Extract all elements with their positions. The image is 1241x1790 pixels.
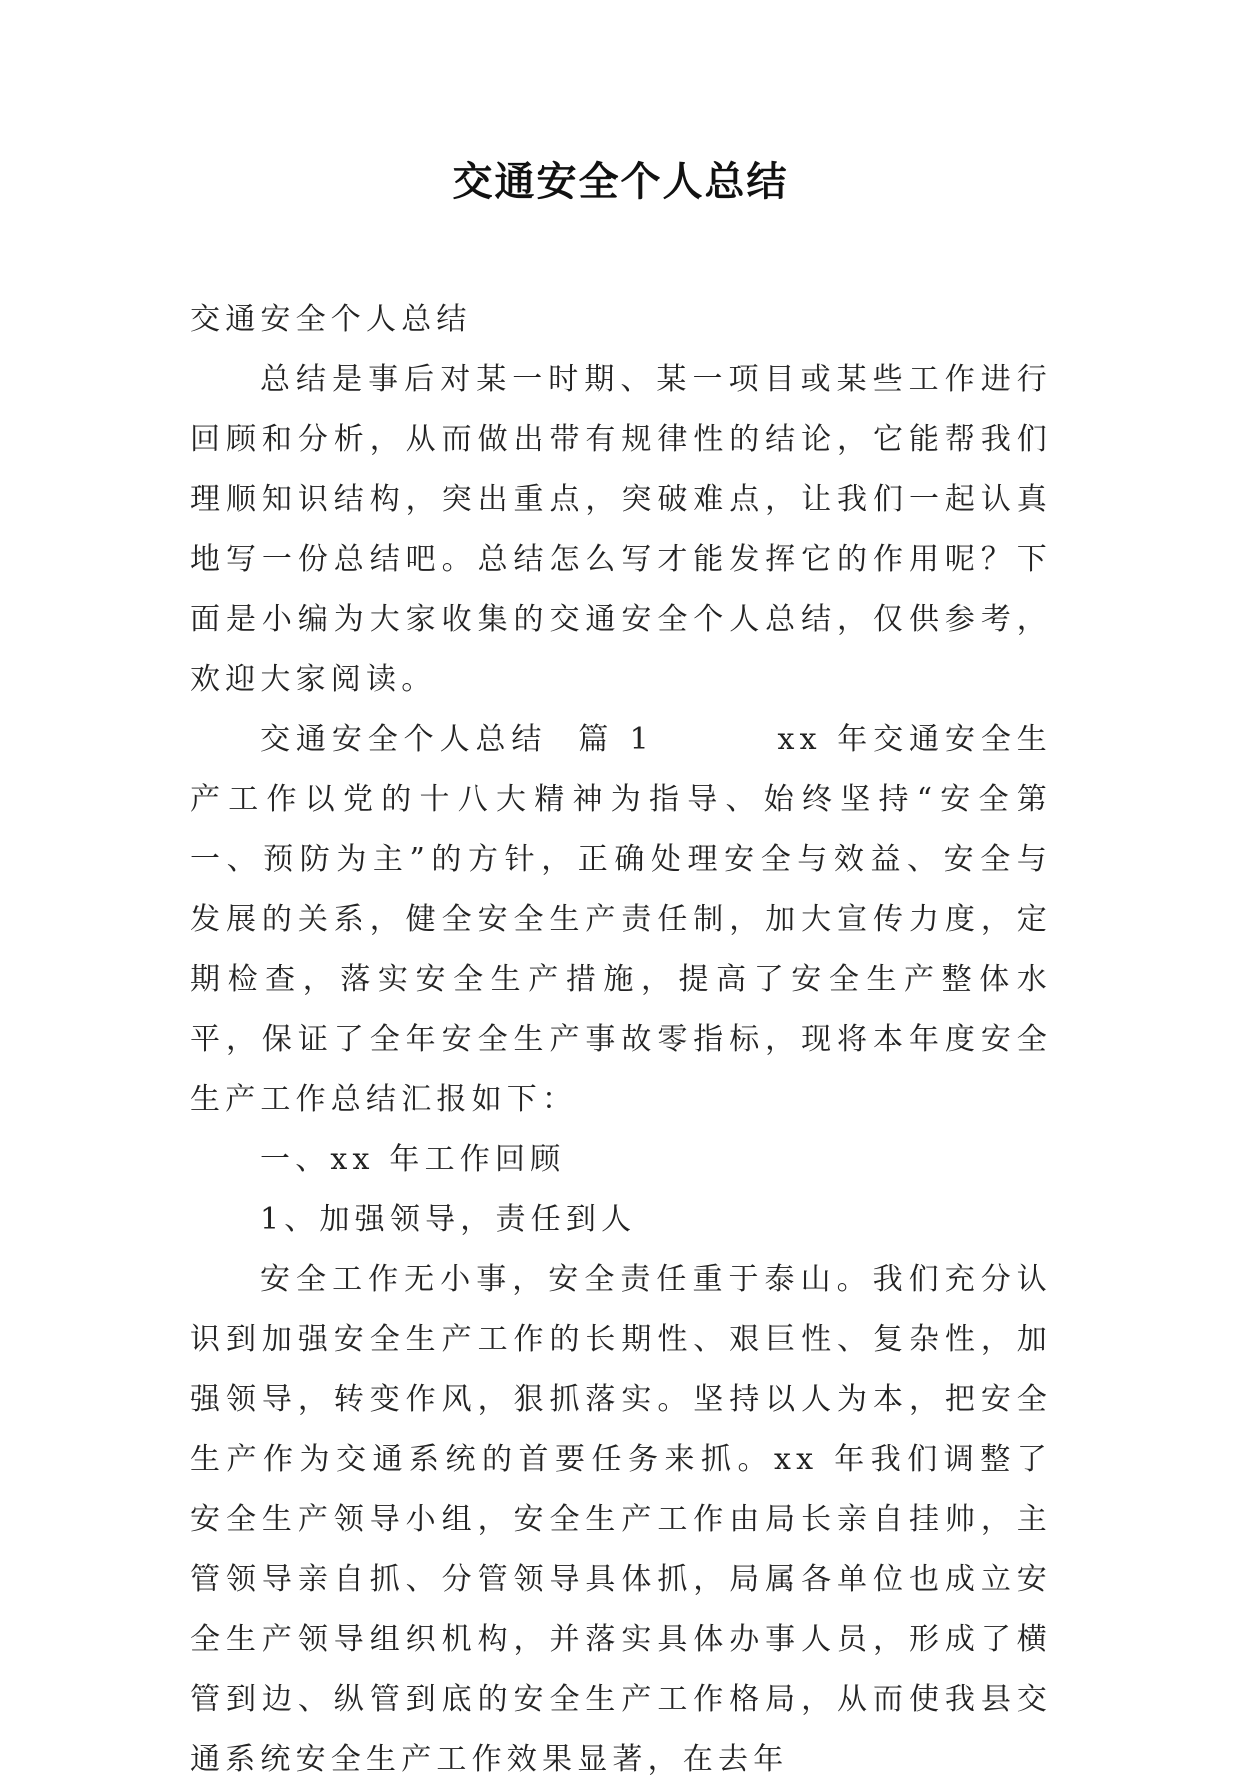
section-heading: 一、xx 年工作回顾 — [260, 1142, 566, 1177]
subsection-heading: 1、加强领导，责任到人 — [260, 1202, 637, 1237]
paragraph-subtitle: 交通安全个人总结 — [190, 302, 472, 337]
document-body — [190, 290, 1052, 1790]
paragraph-intro: 总结是事后对某一时期、某一项目或某些工作进行回顾和分析，从而做出带有规律性的结论，它能帮我们理顺知识结构，突出重点，突破难点，让我们一起认真地写一份总结吧。总结怎么写才能发挥它的作用呢？下面是小编为大家收集的交通安全个人总结，仅供参考，欢迎大家阅读。 — [190, 362, 1052, 697]
paragraph-leadership: 安全工作无小事，安全责任重于泰山。我们充分认识到加强安全生产工作的长期性、艰巨性、复杂性，加强领导，转变作风，狠抓落实。坚持以人为本，把安全生产作为交通系统的首要任务来抓。xx 年我们调整了安全生产领导小组，安全生产工作由局长亲自挂帅，主管领导亲自抓、分管领导具体抓，局属各单位也成立安全生产领导组织机构，并落实具体办事人员，形成了横管到边、纵管到底的安全生产工作格局，从而使我县交通系统安全生产工作效果显著，在去年 — [190, 1262, 1052, 1777]
document-title: 交通安全个人总结 — [452, 159, 789, 205]
paragraph-part-1: 交通安全个人总结 篇 1 xx 年交通安全生产工作以党的十八大精神为指导、始终坚持“安全第一、预防为主”的方针，正确处理安全与效益、安全与发展的关系，健全安全生产责任制，加大宣传力度，定期检查，落实安全生产措施，提高了安全生产整体水平，保证了全年安全生产事故零指标，现将本年度安全生产工作总结汇报如下： — [190, 722, 1052, 1117]
